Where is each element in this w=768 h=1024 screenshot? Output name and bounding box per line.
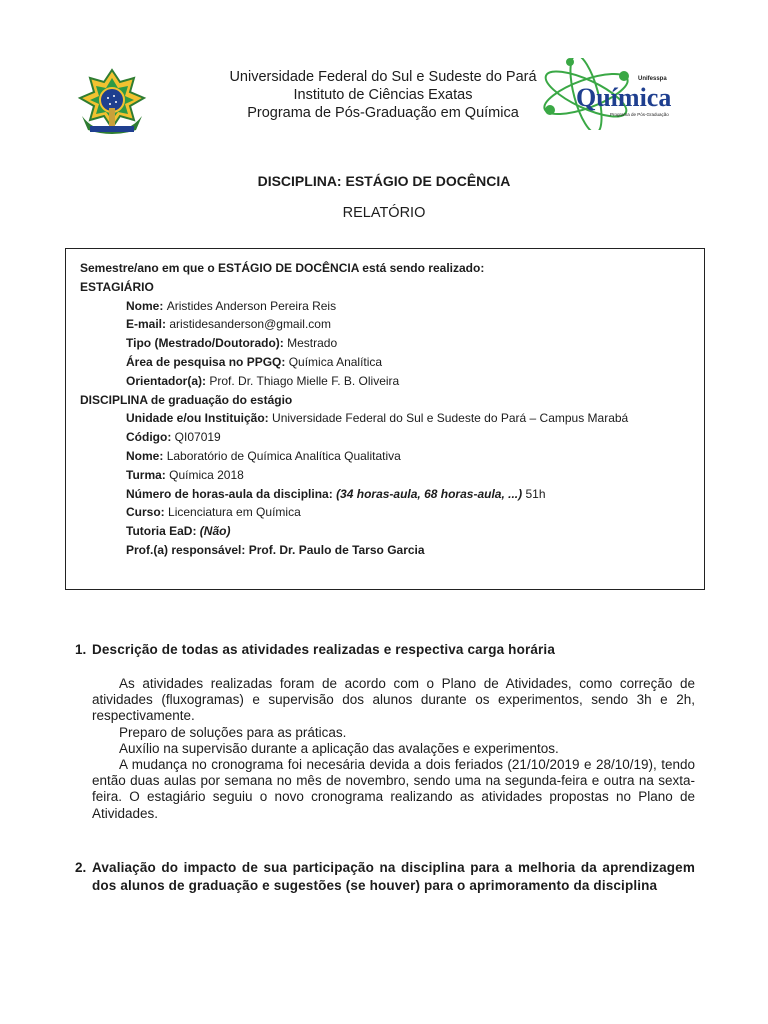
advisor-row <box>80 372 628 391</box>
discipline-name-row <box>80 447 628 466</box>
code-label: Código: <box>126 430 172 445</box>
intern-heading: ESTAGIÁRIO <box>80 279 154 294</box>
degree-type-value: Mestrado <box>287 336 338 351</box>
intern-name-row <box>80 297 628 316</box>
section-1-body <box>92 676 695 822</box>
class-row <box>80 466 628 485</box>
section-1-paragraph: A mudança no cronograma foi necesária devida a dois feriados (21/10/2019 e 28/10/19), tendo então duas aulas por semana no mês de novembro, sendo uma na segunda-feira e outra na sexta-feira. O estagiário seguiu o novo cronograma realizando as atividades propostas no Plano de Atividades. <box>92 757 695 821</box>
unit-value: Universidade Federal do Sul e Sudeste do Pará – Campus Marabá <box>272 411 629 426</box>
semester-label: Semestre/ano em que o ESTÁGIO DE DOCÊNCIA está sendo realizado: <box>80 261 485 275</box>
unit-label: Unidade e/ou Instituição: <box>126 411 269 426</box>
intern-info-box <box>65 248 705 590</box>
hours-label: Número de horas-aula da disciplina: <box>126 486 333 501</box>
coat-of-arms-logo <box>76 68 148 136</box>
section-1-paragraph: As atividades realizadas foram de acordo com o Plano de Atividades, como correção de atividades (fluxogramas) e supervisão dos alunos durante os experimentos, sendo 3h e 2h, respectivamente. <box>92 676 695 724</box>
quimica-program-logo <box>540 58 675 130</box>
professor-label: Prof.(a) responsável: <box>126 542 246 557</box>
degree-type-row <box>80 334 628 353</box>
degree-type-label: Tipo (Mestrado/Doutorado): <box>126 336 284 351</box>
logo-top-text: Unifesspa <box>638 76 667 82</box>
section-2-number: 2. <box>75 860 87 875</box>
intern-name-label: Nome: <box>126 298 164 313</box>
section-1-paragraph: Preparo de soluções para as práticas. <box>119 724 347 740</box>
tutoring-value: (Não) <box>199 524 231 539</box>
hours-hint: (34 horas-aula, 68 horas-aula, ...) <box>336 486 523 501</box>
tutoring-row <box>80 522 628 541</box>
section-1-paragraph: Auxílio na supervisão durante a aplicação das avalações e experimentos. <box>119 740 559 756</box>
tutoring-label: Tutoria EaD: <box>126 524 197 539</box>
intern-email-row <box>80 315 628 334</box>
coat-of-arms-star-icon <box>80 70 144 134</box>
section-1-title: Descrição de todas as atividades realizadas e respectiva carga horária <box>92 642 555 657</box>
code-value: QI07019 <box>174 430 221 445</box>
logo-sub-text: Programa de Pós-Graduação <box>610 112 669 117</box>
research-area-row <box>80 353 628 372</box>
logo-main-text: Química <box>576 83 672 112</box>
course-row <box>80 503 628 522</box>
document-subtitle: RELATÓRIO <box>342 205 426 221</box>
class-value: Química 2018 <box>169 467 244 482</box>
program-name: Programa de Pós-Graduação em Química <box>247 105 519 121</box>
hours-row <box>80 485 628 504</box>
course-label: Curso: <box>126 505 165 520</box>
intern-email-label: E-mail: <box>126 317 167 332</box>
research-area-label: Área de pesquisa no PPGQ: <box>126 354 286 369</box>
code-row <box>80 428 628 447</box>
course-value: Licenciatura em Química <box>168 505 301 520</box>
advisor-label: Orientador(a): <box>126 373 207 388</box>
document-title: DISCIPLINA: ESTÁGIO DE DOCÊNCIA <box>257 173 511 189</box>
discipline-name-label: Nome: <box>126 448 164 463</box>
advisor-value: Prof. Dr. Thiago Mielle F. B. Oliveira <box>209 373 400 388</box>
intern-info-content <box>80 259 628 560</box>
discipline-name-value: Laboratório de Química Analítica Qualitativa <box>166 448 401 463</box>
intern-email-value: aristidesanderson@gmail.com <box>169 317 331 332</box>
section-1-number: 1. <box>75 642 87 657</box>
research-area-value: Química Analítica <box>288 354 383 369</box>
unit-row <box>80 409 628 428</box>
university-name: Universidade Federal do Sul e Sudeste do Pará <box>229 69 537 85</box>
section-2-heading <box>75 859 695 894</box>
section-2-title: Avaliação do impacto de sua participação na disciplina para a melhoria da aprendizagem dos alunos de graduação e sugestões (se houver) para o aprimoramento da disciplina <box>92 860 695 893</box>
class-label: Turma: <box>126 467 166 482</box>
professor-row <box>80 541 628 560</box>
professor-value: Prof. Dr. Paulo de Tarso Garcia <box>248 542 425 557</box>
discipline-heading: DISCIPLINA de graduação do estágio <box>80 392 293 407</box>
intern-name-value: Aristides Anderson Pereira Reis <box>166 298 337 313</box>
section-1-heading <box>75 641 695 659</box>
institute-name: Instituto de Ciências Exatas <box>293 87 473 103</box>
hours-value: 51h <box>525 486 546 501</box>
